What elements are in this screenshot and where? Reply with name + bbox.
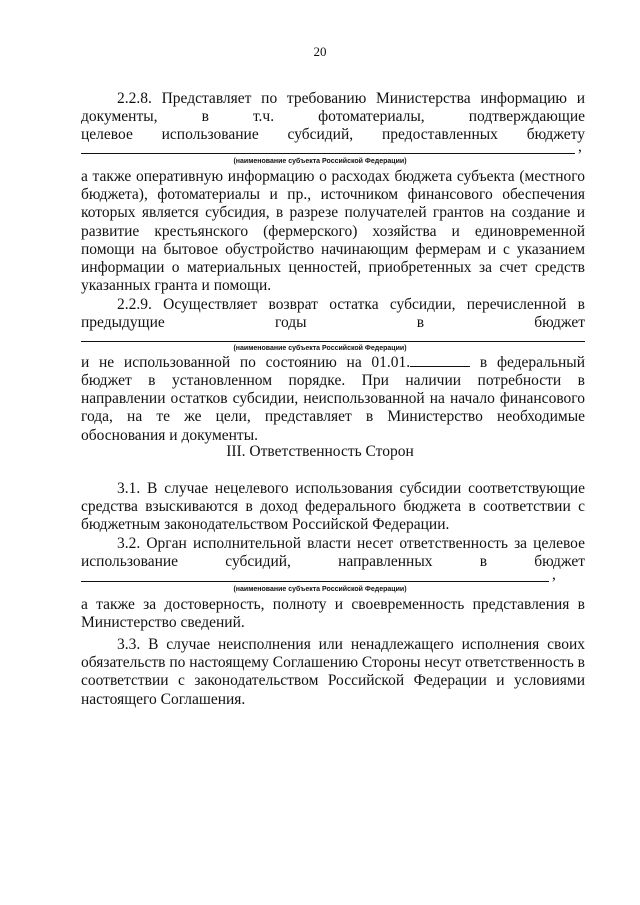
date-blank xyxy=(410,354,470,367)
clause-3-2-body: а также за достоверность, полноту и своевременность представления в Министерство сведений. xyxy=(81,596,585,632)
page-number: 20 xyxy=(313,44,327,59)
clause-2-2-8-line-2: документы, в т.ч. фотоматериалы, подтверждающие xyxy=(81,108,585,125)
comma: , xyxy=(552,566,556,583)
clause-2-2-9-body: бюджет в установленном порядке. При наличии потребности в направлении остатков субсидии, неиспользованной на начало финансового года, на те же цели, представляет в Министерство необходимые обоснования и документы. xyxy=(81,372,585,444)
field-caption: (наименование субъекта Российской Федерации) xyxy=(233,345,407,352)
field-caption: (наименование субъекта Российской Федерации) xyxy=(233,586,407,593)
clause-2-2-8-line-1: 2.2.8. Представляет по требованию Министерства информацию и xyxy=(117,90,585,107)
clause-2-2-9-line-1: 2.2.9. Осуществляет возврат остатка субсидии, перечисленной в xyxy=(117,296,585,313)
clause-2-2-9-line-2: предыдущие годы в бюджет xyxy=(81,314,585,331)
section-heading: III. Ответственность Сторон xyxy=(226,443,414,460)
clause-3-3: 3.3. В случае неисполнения или ненадлежащего исполнения своих обязательств по настоящему Соглашению Стороны несут ответственность в соответствии с законодательством Российской Федерации и условиями настоящего Соглашения. xyxy=(81,636,585,708)
clause-text: в федеральный xyxy=(479,354,585,371)
clause-2-2-8-line-3: целевое использование субсидий, предоставленных бюджету xyxy=(81,126,585,143)
comma: , xyxy=(578,138,582,155)
clause-3-2-line-1: 3.2. Орган исполнительной власти несет ответственность за целевое xyxy=(117,535,585,552)
clause-2-2-8-body: а также оперативную информацию о расходах бюджета субъекта (местного бюджета), фотоматериалы и пр., источником финансового обеспечения которых является субсидия, в разрезе получателей грантов на создание и развитие крестьянского (фермерского) хозяйства и единовременной помощи на бытовое обустройство начинающим фермерам и с указанием информации о материальных ценностей, приобретенных за счет средств указанных гранта и помощи. xyxy=(81,168,585,295)
clause-3-2-line-2: использование субсидий, направленных в бюджет xyxy=(81,553,585,570)
clause-2-2-9-line-3 xyxy=(81,354,585,372)
clause-3-1: 3.1. В случае нецелевого использования субсидии соответствующие средства взыскиваются в доход федерального бюджета в соответствии с бюджетным законодательством Российской Федерации. xyxy=(81,480,585,534)
clause-text: и не использованной по состоянию на 01.01. xyxy=(81,354,411,371)
fill-in-line xyxy=(81,341,585,342)
field-caption: (наименование субъекта Российской Федерации) xyxy=(233,158,407,165)
fill-in-line xyxy=(81,581,549,582)
fill-in-line xyxy=(81,153,575,154)
